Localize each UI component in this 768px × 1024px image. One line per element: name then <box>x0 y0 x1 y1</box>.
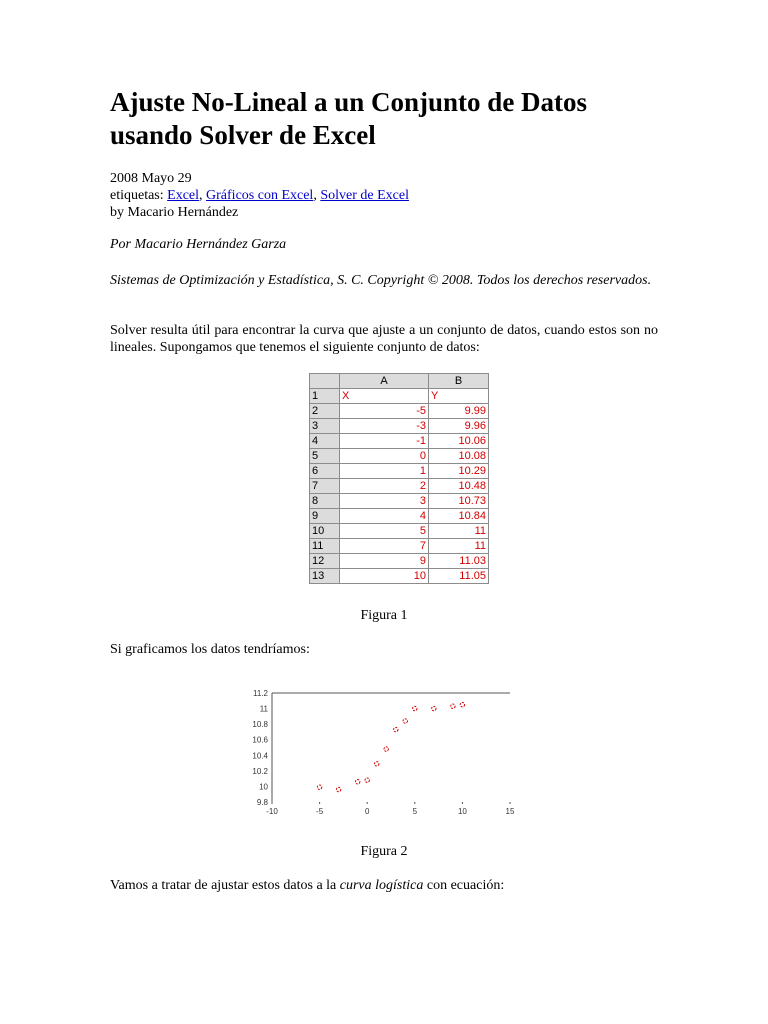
cell-a: 9 <box>340 554 429 569</box>
table-row <box>310 419 489 434</box>
cell-b: 10.73 <box>429 494 489 509</box>
row-number: 10 <box>310 524 340 539</box>
row-number: 4 <box>310 434 340 449</box>
row-number: 2 <box>310 404 340 419</box>
data-point <box>336 787 340 791</box>
y-tick-label: 9.8 <box>256 798 268 807</box>
author-line: Por Macario Hernández Garza <box>110 237 287 252</box>
row-number: 1 <box>310 389 340 404</box>
tag-link-solver[interactable]: Solver de Excel <box>320 188 409 203</box>
x-tick-label: 10 <box>457 807 467 816</box>
table-row <box>310 404 489 419</box>
cell-a: 2 <box>340 479 429 494</box>
data-point <box>394 727 398 731</box>
cell-a: 10 <box>340 569 429 584</box>
cell-b: 10.06 <box>429 434 489 449</box>
y-tick-label: 10.4 <box>252 751 268 761</box>
row-number: 8 <box>310 494 340 509</box>
row-number: 9 <box>310 509 340 524</box>
fit-intro-text: Vamos a tratar de ajustar estos datos a la <box>110 878 340 893</box>
intro-paragraph: Solver resulta útil para encontrar la curva que ajuste a un conjunto de datos, cuando estos son no lineales. Supongamos que tenemos el siguiente conjunto de datos: <box>110 323 658 355</box>
copyright-notice: Sistemas de Optimización y Estadística, S. C. Copyright © 2008. Todos los derechos reservados. <box>110 273 652 288</box>
data-point <box>432 706 436 710</box>
page-title: Ajuste No-Lineal a un Conjunto de Datos usando Solver de Excel <box>110 87 588 150</box>
table-row <box>310 464 489 479</box>
cell-a: -3 <box>340 419 429 434</box>
table-row <box>310 569 489 584</box>
col-header-a: A <box>340 374 429 389</box>
cell-b: 11.05 <box>429 569 489 584</box>
x-tick-label: -10 <box>266 807 278 816</box>
data-point <box>384 747 388 751</box>
x-tick-label: 5 <box>412 807 418 816</box>
tag-link-graficos[interactable]: Gráficos con Excel <box>206 188 314 203</box>
cell-a: 0 <box>340 449 429 464</box>
data-point <box>375 762 379 766</box>
row-number: 12 <box>310 554 340 569</box>
fit-intro <box>110 878 504 894</box>
table-row <box>310 509 489 524</box>
cell-b: 10.48 <box>429 479 489 494</box>
col-header-b: B <box>429 374 489 389</box>
cell-a-header: X <box>340 389 429 404</box>
x-tick-label: 15 <box>505 807 515 816</box>
data-point <box>413 706 417 710</box>
cell-a: 4 <box>340 509 429 524</box>
fit-intro-term: curva logística <box>339 878 424 893</box>
cell-b: 10.29 <box>429 464 489 479</box>
figure2-caption: Figura 2 <box>360 844 408 859</box>
y-tick-label: 10.8 <box>252 720 268 730</box>
cell-b: 9.99 <box>429 404 489 419</box>
cell-a: 1 <box>340 464 429 479</box>
cell-b: 9.96 <box>429 419 489 434</box>
y-tick-label: 11.2 <box>253 689 268 698</box>
figure1-caption: Figura 1 <box>360 608 408 623</box>
fit-intro-tail: con ecuación: <box>423 878 505 893</box>
tags-line: etiquetas: Excel, Gráficos con Excel, Solver de Excel <box>110 188 409 203</box>
data-point <box>355 780 359 784</box>
corner-cell <box>310 374 340 389</box>
y-tick-label: 10.6 <box>252 735 268 745</box>
table-row <box>310 524 489 539</box>
cell-a: -1 <box>340 434 429 449</box>
cell-a: -5 <box>340 404 429 419</box>
byline: by Macario Hernández <box>110 205 239 220</box>
scatter-chart <box>240 682 520 822</box>
article-meta <box>110 170 409 221</box>
row-number: 5 <box>310 449 340 464</box>
cell-b: 10.84 <box>429 509 489 524</box>
table-row <box>310 389 489 404</box>
table-row <box>310 554 489 569</box>
chart-axes <box>252 689 515 816</box>
row-number: 11 <box>310 539 340 554</box>
data-point <box>451 704 455 708</box>
cell-a: 7 <box>340 539 429 554</box>
data-point <box>460 702 464 706</box>
data-point <box>317 785 321 789</box>
row-number: 7 <box>310 479 340 494</box>
table-row <box>310 479 489 494</box>
cell-a: 5 <box>340 524 429 539</box>
y-tick-label: 11 <box>259 704 268 714</box>
cell-b: 11 <box>429 539 489 554</box>
row-number: 6 <box>310 464 340 479</box>
data-point <box>403 719 407 723</box>
cell-b: 11.03 <box>429 554 489 569</box>
x-tick-label: 0 <box>364 807 370 816</box>
cell-b-header: Y <box>429 389 489 404</box>
spreadsheet-table <box>309 373 489 584</box>
y-tick-label: 10.2 <box>252 766 268 776</box>
data-point <box>365 778 369 782</box>
y-tick-label: 10 <box>259 782 268 792</box>
tag-link-excel[interactable]: Excel <box>167 188 200 203</box>
row-number: 13 <box>310 569 340 584</box>
cell-b: 11 <box>429 524 489 539</box>
table-row <box>310 539 489 554</box>
x-tick-label: -5 <box>316 807 324 816</box>
row-number: 3 <box>310 419 340 434</box>
graph-intro: Si graficamos los datos tendríamos: <box>110 642 310 657</box>
cell-b: 10.08 <box>429 449 489 464</box>
table-row <box>310 494 489 509</box>
tags-label: etiquetas: <box>110 188 168 203</box>
post-date: 2008 Mayo 29 <box>110 171 192 186</box>
cell-a: 3 <box>340 494 429 509</box>
table-row <box>310 434 489 449</box>
table-row <box>310 449 489 464</box>
chart-points <box>317 702 464 791</box>
